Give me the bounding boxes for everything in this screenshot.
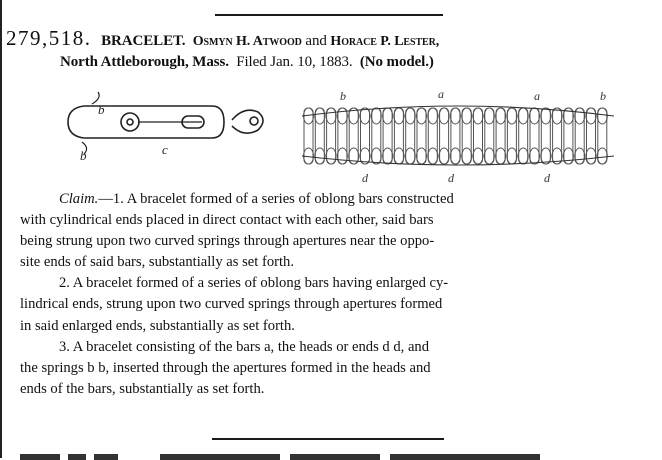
- fig2-bar-end: [450, 148, 460, 164]
- fig2-bar-end: [428, 148, 438, 164]
- fig2-bar: [428, 108, 437, 164]
- claim-1-line-2: with cylindrical ends placed in direct contact with each other, said bars: [20, 212, 434, 229]
- patent-location: North Attleborough, Mass.: [60, 54, 229, 70]
- fig2-bar: [327, 108, 336, 164]
- fig2-bar-end: [575, 108, 585, 124]
- claim-3-line-1: 3. A bracelet consisting of the bars a, the heads or ends d d, and: [59, 338, 430, 355]
- fig2-bar-end: [360, 108, 370, 124]
- claim-2-line-1: 2. A bracelet formed of a series of oblong bars having enlarged cy-: [59, 275, 449, 292]
- fig2-bar-end: [462, 108, 472, 124]
- claim-1-line-3: being strung upon two curved springs through apertures near the oppo-: [20, 233, 435, 250]
- fig2-bar: [338, 108, 347, 164]
- fig2-bar: [349, 108, 358, 164]
- fig2-bar: [440, 108, 449, 164]
- fig2-bar-end: [496, 108, 506, 124]
- fig2-bar-end: [507, 108, 517, 124]
- fig2-bar-end: [315, 108, 325, 124]
- fig2-bar: [553, 108, 562, 164]
- fig2-bar-end: [507, 148, 517, 164]
- fig2-label-d-mid: d: [448, 171, 454, 184]
- fig2-bar-end: [394, 108, 404, 124]
- patent-header-line-2: [60, 50, 662, 74]
- fig2-bar-end: [383, 108, 393, 124]
- inventor-1: Osmyn H. Atwood: [192, 34, 302, 49]
- fig1-left-aperture: [121, 113, 139, 131]
- fig2-bar-end: [337, 148, 347, 164]
- fig1-label-c: c: [162, 142, 168, 157]
- fig2-bar: [372, 108, 381, 164]
- figure-2-bracelet-series: [298, 86, 618, 184]
- fig2-bar-end: [530, 148, 540, 164]
- patent-filed: Filed Jan. 10, 1883.: [236, 54, 353, 70]
- claim-1-line-4: site ends of said bars, substantially as set forth.: [20, 254, 294, 271]
- fig2-bar-end: [563, 148, 573, 164]
- claim-lead: Claim.: [59, 191, 99, 207]
- fig2-bar-end: [417, 108, 427, 124]
- fig2-bar: [394, 108, 403, 164]
- fig2-bar: [575, 108, 584, 164]
- fig2-label-d: d: [362, 171, 368, 184]
- fig2-bar-end: [586, 108, 596, 124]
- claim-3: [20, 337, 618, 358]
- fig1-left-end: [68, 106, 84, 138]
- page-left-border: [0, 0, 2, 458]
- fig2-bar-end: [326, 108, 336, 124]
- claim-3-line-2: the springs b b, inserted through the apertures formed in the heads and: [20, 359, 431, 376]
- bottom-divider: [212, 438, 444, 440]
- fig2-bar: [530, 108, 539, 164]
- fig2-bar-end: [417, 148, 427, 164]
- fig2-bar-end: [315, 148, 325, 164]
- fig2-bar: [507, 108, 516, 164]
- fig2-bar: [485, 108, 494, 164]
- fig2-bar-end: [473, 108, 483, 124]
- fig2-bar-end: [586, 148, 596, 164]
- patent-title: BRACELET.: [101, 33, 186, 49]
- fig2-bar-end: [450, 108, 460, 124]
- fig2-label-d-right: d: [544, 171, 550, 184]
- fig2-bar-end: [518, 148, 528, 164]
- fig2-bar-end: [462, 148, 472, 164]
- fig1-label-b-lower: b: [80, 148, 87, 163]
- fig2-bar-end: [394, 148, 404, 164]
- fig2-bar-end: [405, 108, 415, 124]
- fig2-bar-end: [496, 148, 506, 164]
- patent-model-note: (No model.): [359, 54, 434, 70]
- fig2-bar: [383, 108, 392, 164]
- fig2-bar: [587, 108, 596, 164]
- inventor-conjunction: and: [305, 33, 327, 49]
- fig2-bar-end: [439, 108, 449, 124]
- claim-3-line-3: ends of the bars, substantially as set forth.: [20, 380, 265, 397]
- fig2-bar-end: [326, 148, 336, 164]
- fig2-bar-end: [484, 148, 494, 164]
- fig2-bar: [541, 108, 550, 164]
- fig2-bar: [451, 108, 460, 164]
- fig2-bar-end: [530, 108, 540, 124]
- fig2-bar-end: [337, 108, 347, 124]
- fig2-bar: [474, 108, 483, 164]
- fig2-bar: [406, 108, 415, 164]
- fig2-label-a: a: [438, 87, 444, 101]
- claim-2-line-2: lindrical ends, strung upon two curved springs through apertures formed: [20, 296, 443, 313]
- fig2-bar: [598, 108, 607, 164]
- fig2-bar-end: [541, 108, 551, 124]
- claim-2-line-3: in said enlarged ends, substantially as set forth.: [20, 317, 295, 334]
- patent-number: 279,518.: [6, 26, 92, 50]
- claim-1: [20, 189, 618, 210]
- fig2-bar: [564, 108, 573, 164]
- fig2-bar-end: [405, 148, 415, 164]
- next-entry-cutoff: [10, 448, 570, 460]
- fig2-bar: [361, 108, 370, 164]
- fig2-bar-end: [575, 148, 585, 164]
- fig2-label-b: b: [340, 89, 346, 103]
- claim-2: [20, 273, 618, 294]
- fig2-bar-end: [484, 108, 494, 124]
- top-divider: [215, 14, 443, 16]
- fig2-bar-end: [597, 148, 607, 164]
- fig2-bar-end: [473, 148, 483, 164]
- fig2-bar-end: [439, 148, 449, 164]
- fig2-bar-end: [383, 148, 393, 164]
- claim-1-line-1: —1. A bracelet formed of a series of oblong bars constructed: [98, 191, 454, 207]
- figure-1-bar-section: [62, 84, 282, 164]
- fig2-bar: [496, 108, 505, 164]
- fig2-label-a-right: a: [534, 89, 540, 103]
- inventor-2: Horace P. Lester,: [330, 34, 440, 49]
- fig2-bar: [304, 108, 313, 164]
- fig2-bar-end: [371, 148, 381, 164]
- fig2-bar: [462, 108, 471, 164]
- fig2-bar: [417, 108, 426, 164]
- fig2-label-b-right: b: [600, 89, 606, 103]
- fig2-bar-end: [597, 108, 607, 124]
- fig2-bar-end: [518, 108, 528, 124]
- claims-text: [20, 189, 618, 400]
- fig2-bar-end: [371, 108, 381, 124]
- fig2-bar-end: [428, 108, 438, 124]
- fig2-bar: [315, 108, 324, 164]
- fig2-bar: [519, 108, 528, 164]
- fig1-label-b: b: [98, 102, 105, 117]
